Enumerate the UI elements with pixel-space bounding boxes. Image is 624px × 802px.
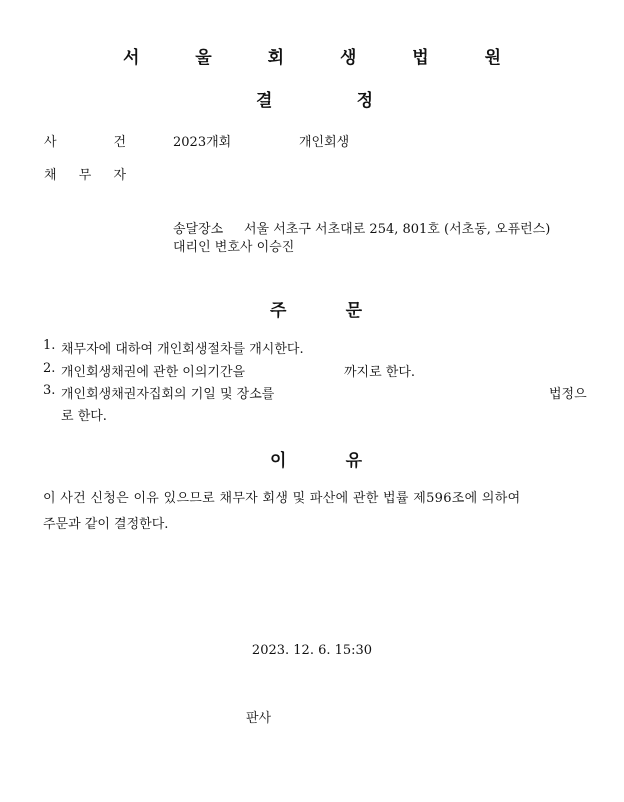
order-item-tail: 법정으	[549, 387, 587, 402]
order-item-continuation: 로 한다.	[61, 409, 107, 424]
decision-date: 2023. 12. 6. 15:30	[251, 643, 373, 658]
decision-title	[256, 86, 373, 111]
address-label: 송달장소	[173, 222, 224, 237]
reason-heading: 이 유	[270, 451, 362, 471]
reason-line: 주문과 같이 결정한다.	[43, 517, 169, 532]
order-heading: 주 문	[270, 301, 362, 321]
order-item-num: 1.	[43, 338, 56, 353]
order-item-num: 2.	[43, 361, 56, 376]
reason-line: 이 사건 신청은 이유 있으므로 채무자 회생 및 파산에 관한 법률 제596조에 의하여	[43, 491, 521, 506]
debtor-label: 채 무 자	[44, 168, 126, 183]
order-item-text: 개인회생채권에 관한 이의기간을	[61, 365, 246, 380]
case-label: 사 건	[44, 135, 126, 150]
judge-label: 판사	[246, 711, 272, 726]
agent-name: 대리인 변호사 이승진	[173, 240, 295, 255]
decision-title-char: 정	[356, 91, 373, 111]
court-name: 서 울 회 생 법 원	[122, 48, 527, 68]
decision-title-char: 결	[256, 91, 273, 111]
order-item-tail: 까지로 한다.	[344, 365, 416, 380]
address-value: 서울 서초구 서초대로 254, 801호 (서초동, 오퓨런스)	[244, 222, 551, 237]
order-item-text: 개인회생채권자집회의 기일 및 장소를	[61, 387, 275, 402]
case-type: 개인회생	[299, 135, 350, 150]
order-item-text: 채무자에 대하여 개인회생절차를 개시한다.	[61, 342, 304, 357]
case-number: 2023개회	[173, 135, 232, 150]
order-item-num: 3.	[43, 383, 56, 398]
